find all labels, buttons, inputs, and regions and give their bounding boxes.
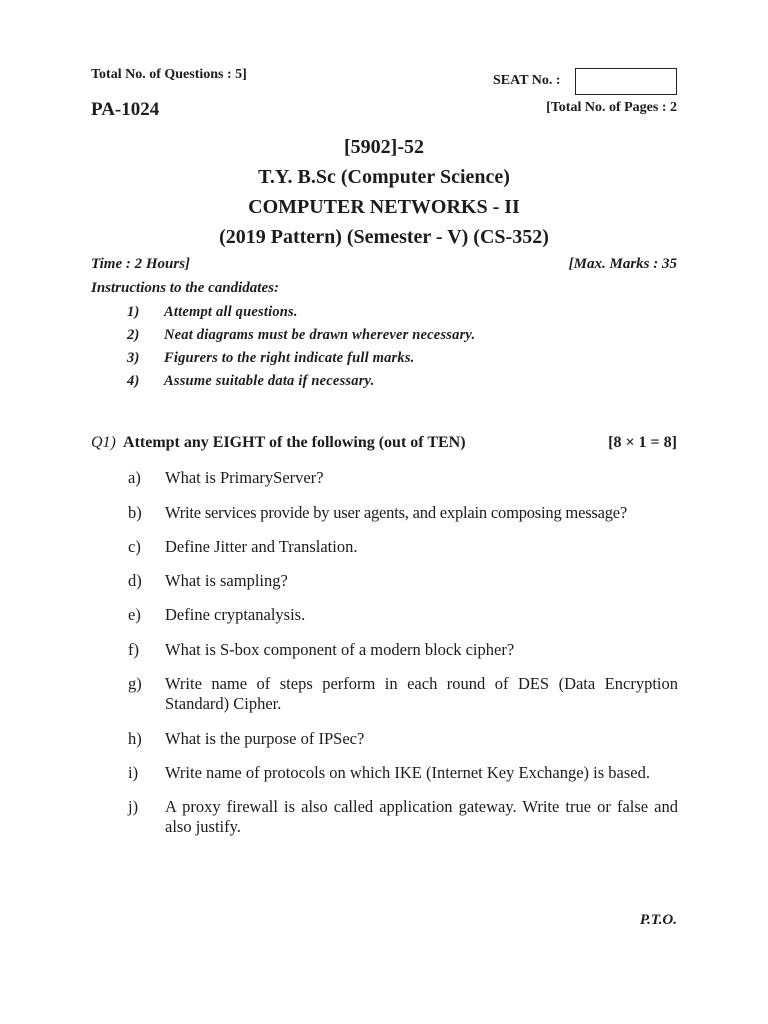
question-item	[128, 729, 678, 749]
item-letter: h)	[128, 729, 142, 748]
pattern-line: (2019 Pattern) (Semester - V) (CS-352)	[219, 226, 549, 248]
item-text: What is PrimaryServer?	[165, 468, 324, 487]
seat-number-box[interactable]	[575, 68, 677, 95]
question-item	[128, 674, 678, 714]
total-questions: Total No. of Questions : 5]	[91, 67, 247, 82]
question-item	[128, 763, 678, 783]
instruction-text: Assume suitable data if necessary.	[164, 373, 375, 389]
item-letter: c)	[128, 537, 141, 556]
question-text: Attempt any EIGHT of the following (out of TEN)	[123, 434, 466, 451]
course-title: T.Y. B.Sc (Computer Science)	[258, 166, 510, 188]
instruction-item	[127, 373, 374, 390]
item-text: What is S-box component of a modern block cipher?	[165, 640, 515, 659]
item-text: Define Jitter and Translation.	[165, 537, 358, 556]
question-heading	[91, 434, 677, 452]
item-text: Write services provide by user agents, and explain composing message?	[165, 503, 628, 522]
item-text: Define cryptanalysis.	[165, 605, 306, 624]
question-item	[128, 797, 678, 837]
question-marks: [8 × 1 = 8]	[608, 434, 677, 451]
max-marks-label: [Max. Marks : 35	[568, 256, 677, 272]
time-label: Time : 2 Hours]	[91, 256, 191, 272]
instructions-heading: Instructions to the candidates:	[91, 280, 279, 296]
instruction-text: Attempt all questions.	[164, 304, 298, 320]
item-letter: e)	[128, 605, 141, 624]
instruction-item	[127, 350, 415, 367]
instruction-item	[127, 304, 298, 321]
question-item	[128, 640, 678, 660]
instruction-text: Figurers to the right indicate full marks.	[164, 350, 415, 366]
instruction-number: 3)	[127, 350, 140, 366]
total-pages: [Total No. of Pages : 2	[546, 100, 677, 115]
item-text: What is sampling?	[165, 571, 288, 590]
instruction-number: 1)	[127, 304, 140, 320]
question-item	[128, 537, 678, 557]
item-letter: g)	[128, 674, 142, 693]
subject-title: COMPUTER NETWORKS - II	[248, 196, 520, 218]
item-text: Write name of steps perform in each round of DES (Data Encryption Standard) Cipher.	[165, 674, 678, 713]
question-item	[128, 605, 678, 625]
exam-code: [5902]-52	[344, 136, 424, 158]
paper-code: PA-1024	[91, 99, 160, 120]
instruction-item	[127, 327, 475, 344]
question-item	[128, 571, 678, 591]
seat-label: SEAT No. :	[493, 73, 561, 88]
item-text: A proxy firewall is also called application gateway. Write true or false and also justify.	[165, 797, 678, 836]
question-number: Q1)	[91, 434, 116, 451]
item-text: Write name of protocols on which IKE (Internet Key Exchange) is based.	[165, 763, 651, 782]
question-item	[128, 503, 678, 523]
item-letter: i)	[128, 763, 139, 782]
instruction-number: 2)	[127, 327, 140, 343]
item-letter: d)	[128, 571, 142, 590]
instruction-number: 4)	[127, 373, 140, 389]
instruction-text: Neat diagrams must be drawn wherever necessary.	[164, 327, 476, 343]
item-letter: a)	[128, 468, 141, 487]
question-item	[128, 468, 678, 488]
item-text: What is the purpose of IPSec?	[165, 729, 365, 748]
item-letter: f)	[128, 640, 139, 659]
pto-label: P.T.O.	[639, 912, 677, 928]
item-letter: j)	[128, 797, 139, 816]
item-letter: b)	[128, 503, 142, 522]
